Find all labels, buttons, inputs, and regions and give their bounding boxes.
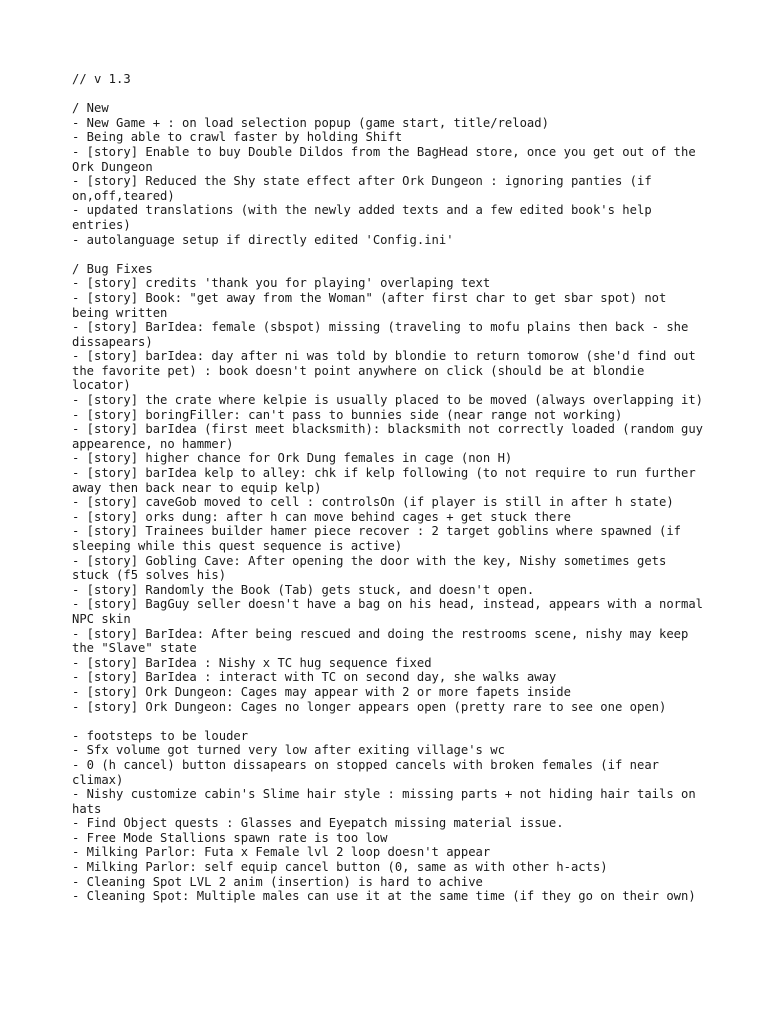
changelog-document: [72, 72, 711, 904]
list-item: - New Game + : on load selection popup (game start, title/reload): [72, 115, 549, 130]
section-misc-fixes: [72, 729, 708, 904]
list-item: - Nishy customize cabin's Slime hair style : missing parts + not hiding hair tails on hats: [72, 787, 704, 816]
list-item: - [story] credits 'thank you for playing' overlaping text: [72, 276, 491, 291]
version-header: // v 1.3: [72, 72, 131, 86]
list-item: - [story] higher chance for Ork Dung females in cage (non H): [72, 451, 513, 466]
section-bug-fixes: [72, 261, 711, 714]
list-item: - [story] barIdea kelp to alley: chk if kelp following (to not require to run further away then back near to equip kelp): [72, 466, 704, 495]
list-item: - [story] BarIdea : Nishy x TC hug sequence fixed: [72, 655, 432, 670]
list-item: - Cleaning Spot: Multiple males can use it at the same time (if they go on their own): [72, 889, 696, 904]
list-item: - [story] Enable to buy Double Dildos from the BagHead store, once you get out of the Ork Dungeon: [72, 144, 704, 174]
list-item: - Milking Parlor: Futa x Female lvl 2 loop doesn't appear: [72, 845, 491, 860]
list-item: - [story] Ork Dungeon: Cages no longer appears open (pretty rare to see one open): [72, 699, 667, 714]
list-item: - [story] caveGob moved to cell : controlsOn (if player is still in after h state): [72, 495, 674, 510]
list-item: - [story] the crate where kelpie is usually placed to be moved (always overlapping it): [72, 393, 704, 408]
section-new: [72, 101, 708, 247]
list-item: - [story] BarIdea : interact with TC on second day, she walks away: [72, 670, 557, 685]
list-item: - Milking Parlor: self equip cancel button (0, same as with other h-acts): [72, 860, 608, 875]
list-item: - Free Mode Stallions spawn rate is too low: [72, 830, 388, 845]
list-item: - [story] Reduced the Shy state effect after Ork Dungeon : ignoring panties (if on,off,teared): [72, 174, 660, 203]
list-item: - [story] Ork Dungeon: Cages may appear with 2 or more fapets inside: [72, 684, 571, 699]
list-item: - [story] BarIdea: female (sbspot) missing (traveling to mofu plains then back - she dissapears): [72, 320, 696, 349]
list-item: - [story] BagGuy seller doesn't have a bag on his head, instead, appears with a normal NPC skin: [72, 597, 711, 626]
section-heading: / Bug Fixes: [72, 261, 153, 276]
list-item: - [story] barIdea: day after ni was told by blondie to return tomorow (she'd find out the favorite pet) : book doesn't point anywhere on click (should be at blondie locator): [72, 349, 704, 393]
list-item: - autolanguage setup if directly edited 'Config.ini': [72, 232, 454, 247]
list-item: - [story] Gobling Cave: After opening the door with the key, Nishy sometimes gets stuck (f5 solves his): [72, 553, 674, 583]
list-item: - [story] barIdea (first meet blacksmith): blacksmith not correctly loaded (random guy appearence, no hammer): [72, 422, 711, 451]
list-item: - [story] Randomly the Book (Tab) gets stuck, and doesn't open.: [72, 582, 535, 597]
list-item: - Find Object quests : Glasses and Eyepatch missing material issue.: [72, 816, 564, 831]
section-heading: / New: [72, 101, 109, 116]
list-item: - [story] Book: "get away from the Woman" (after first char to get sbar spot) not being written: [72, 290, 674, 320]
spacer: [72, 714, 708, 729]
list-item: - Sfx volume got turned very low after exiting village's wc: [72, 743, 505, 758]
list-item: - [story] orks dung: after h can move behind cages + get stuck there: [72, 509, 571, 524]
list-item: - [story] boringFiller: can't pass to bunnies side (near range not working): [72, 407, 623, 422]
list-item: - [story] Trainees builder hamer piece recover : 2 target goblins where spawned (if sleeping while this quest sequence is active): [72, 524, 689, 553]
list-item: - footsteps to be louder: [72, 728, 249, 743]
list-item: - Being able to crawl faster by holding Shift: [72, 130, 403, 145]
list-item: - Cleaning Spot LVL 2 anim (insertion) is hard to achive: [72, 874, 483, 889]
list-item: - updated translations (with the newly added texts and a few edited book's help entries): [72, 203, 660, 232]
list-item: - [story] BarIdea: After being rescued and doing the restrooms scene, nishy may keep the "Slave" state: [72, 626, 696, 656]
list-item: - 0 (h cancel) button dissapears on stopped cancels with broken females (if near climax): [72, 757, 667, 787]
spacer: [72, 247, 708, 262]
spacer: [72, 87, 708, 102]
